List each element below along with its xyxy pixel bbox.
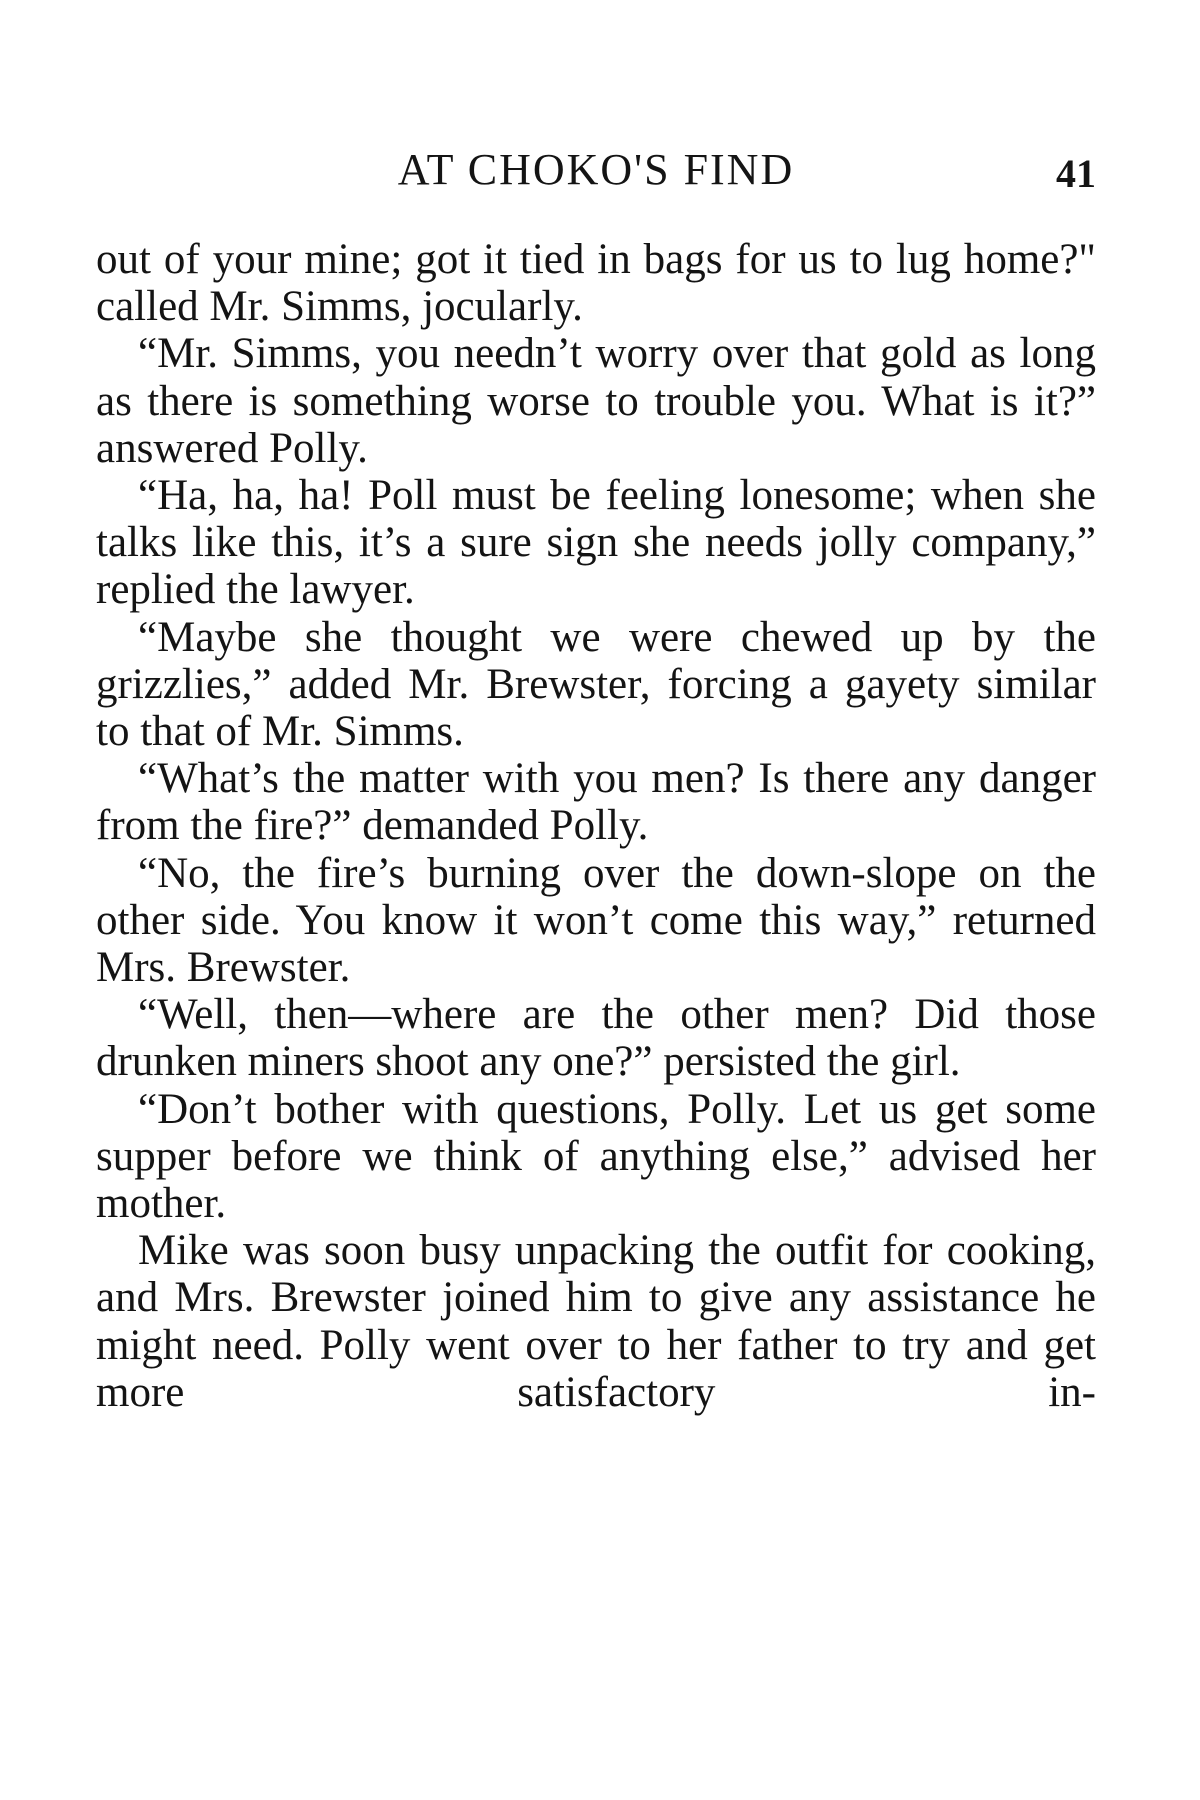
paragraph: “What’s the matter with you men? Is there any danger from the fire?” demanded Polly. [96,755,1096,850]
paragraph: Mike was soon busy unpacking the outfit for cooking, and Mrs. Brewster joined him to give any assistance he might need. Polly went over to her father to try and get more satisfactory in- [96,1227,1096,1416]
body-text [96,236,1096,1416]
paragraph: “Well, then—where are the other men? Did those drunken miners shoot any one?” persisted the girl. [96,991,1096,1086]
paragraph: “Maybe she thought we were chewed up by the grizzlies,” added Mr. Brewster, forcing a gayety similar to that of Mr. Simms. [96,613,1096,756]
paragraph: “Ha, ha, ha! Poll must be feeling lonesome; when she talks like this, it’s a sure sign she needs jolly company,” replied the lawyer. [96,472,1096,614]
paragraph: “No, the fire’s burning over the down-slope on the other side. You know it won’t come this way,” returned Mrs. Brewster. [96,849,1096,992]
running-head [96,140,1096,200]
running-title: AT CHOKO'S FIND [397,145,795,194]
paragraph: out of your mine; got it tied in bags for us to lug home?" called Mr. Simms, jocularly. [96,236,1096,331]
paragraph: “Mr. Simms, you needn’t worry over that gold as long as there is something worse to trouble you. What is it?” answered Polly. [96,330,1096,472]
page-number: 41 [1056,151,1096,196]
paragraph: “Don’t bother with questions, Polly. Let us get some supper before we think of anything else,” advised her mother. [96,1085,1096,1228]
